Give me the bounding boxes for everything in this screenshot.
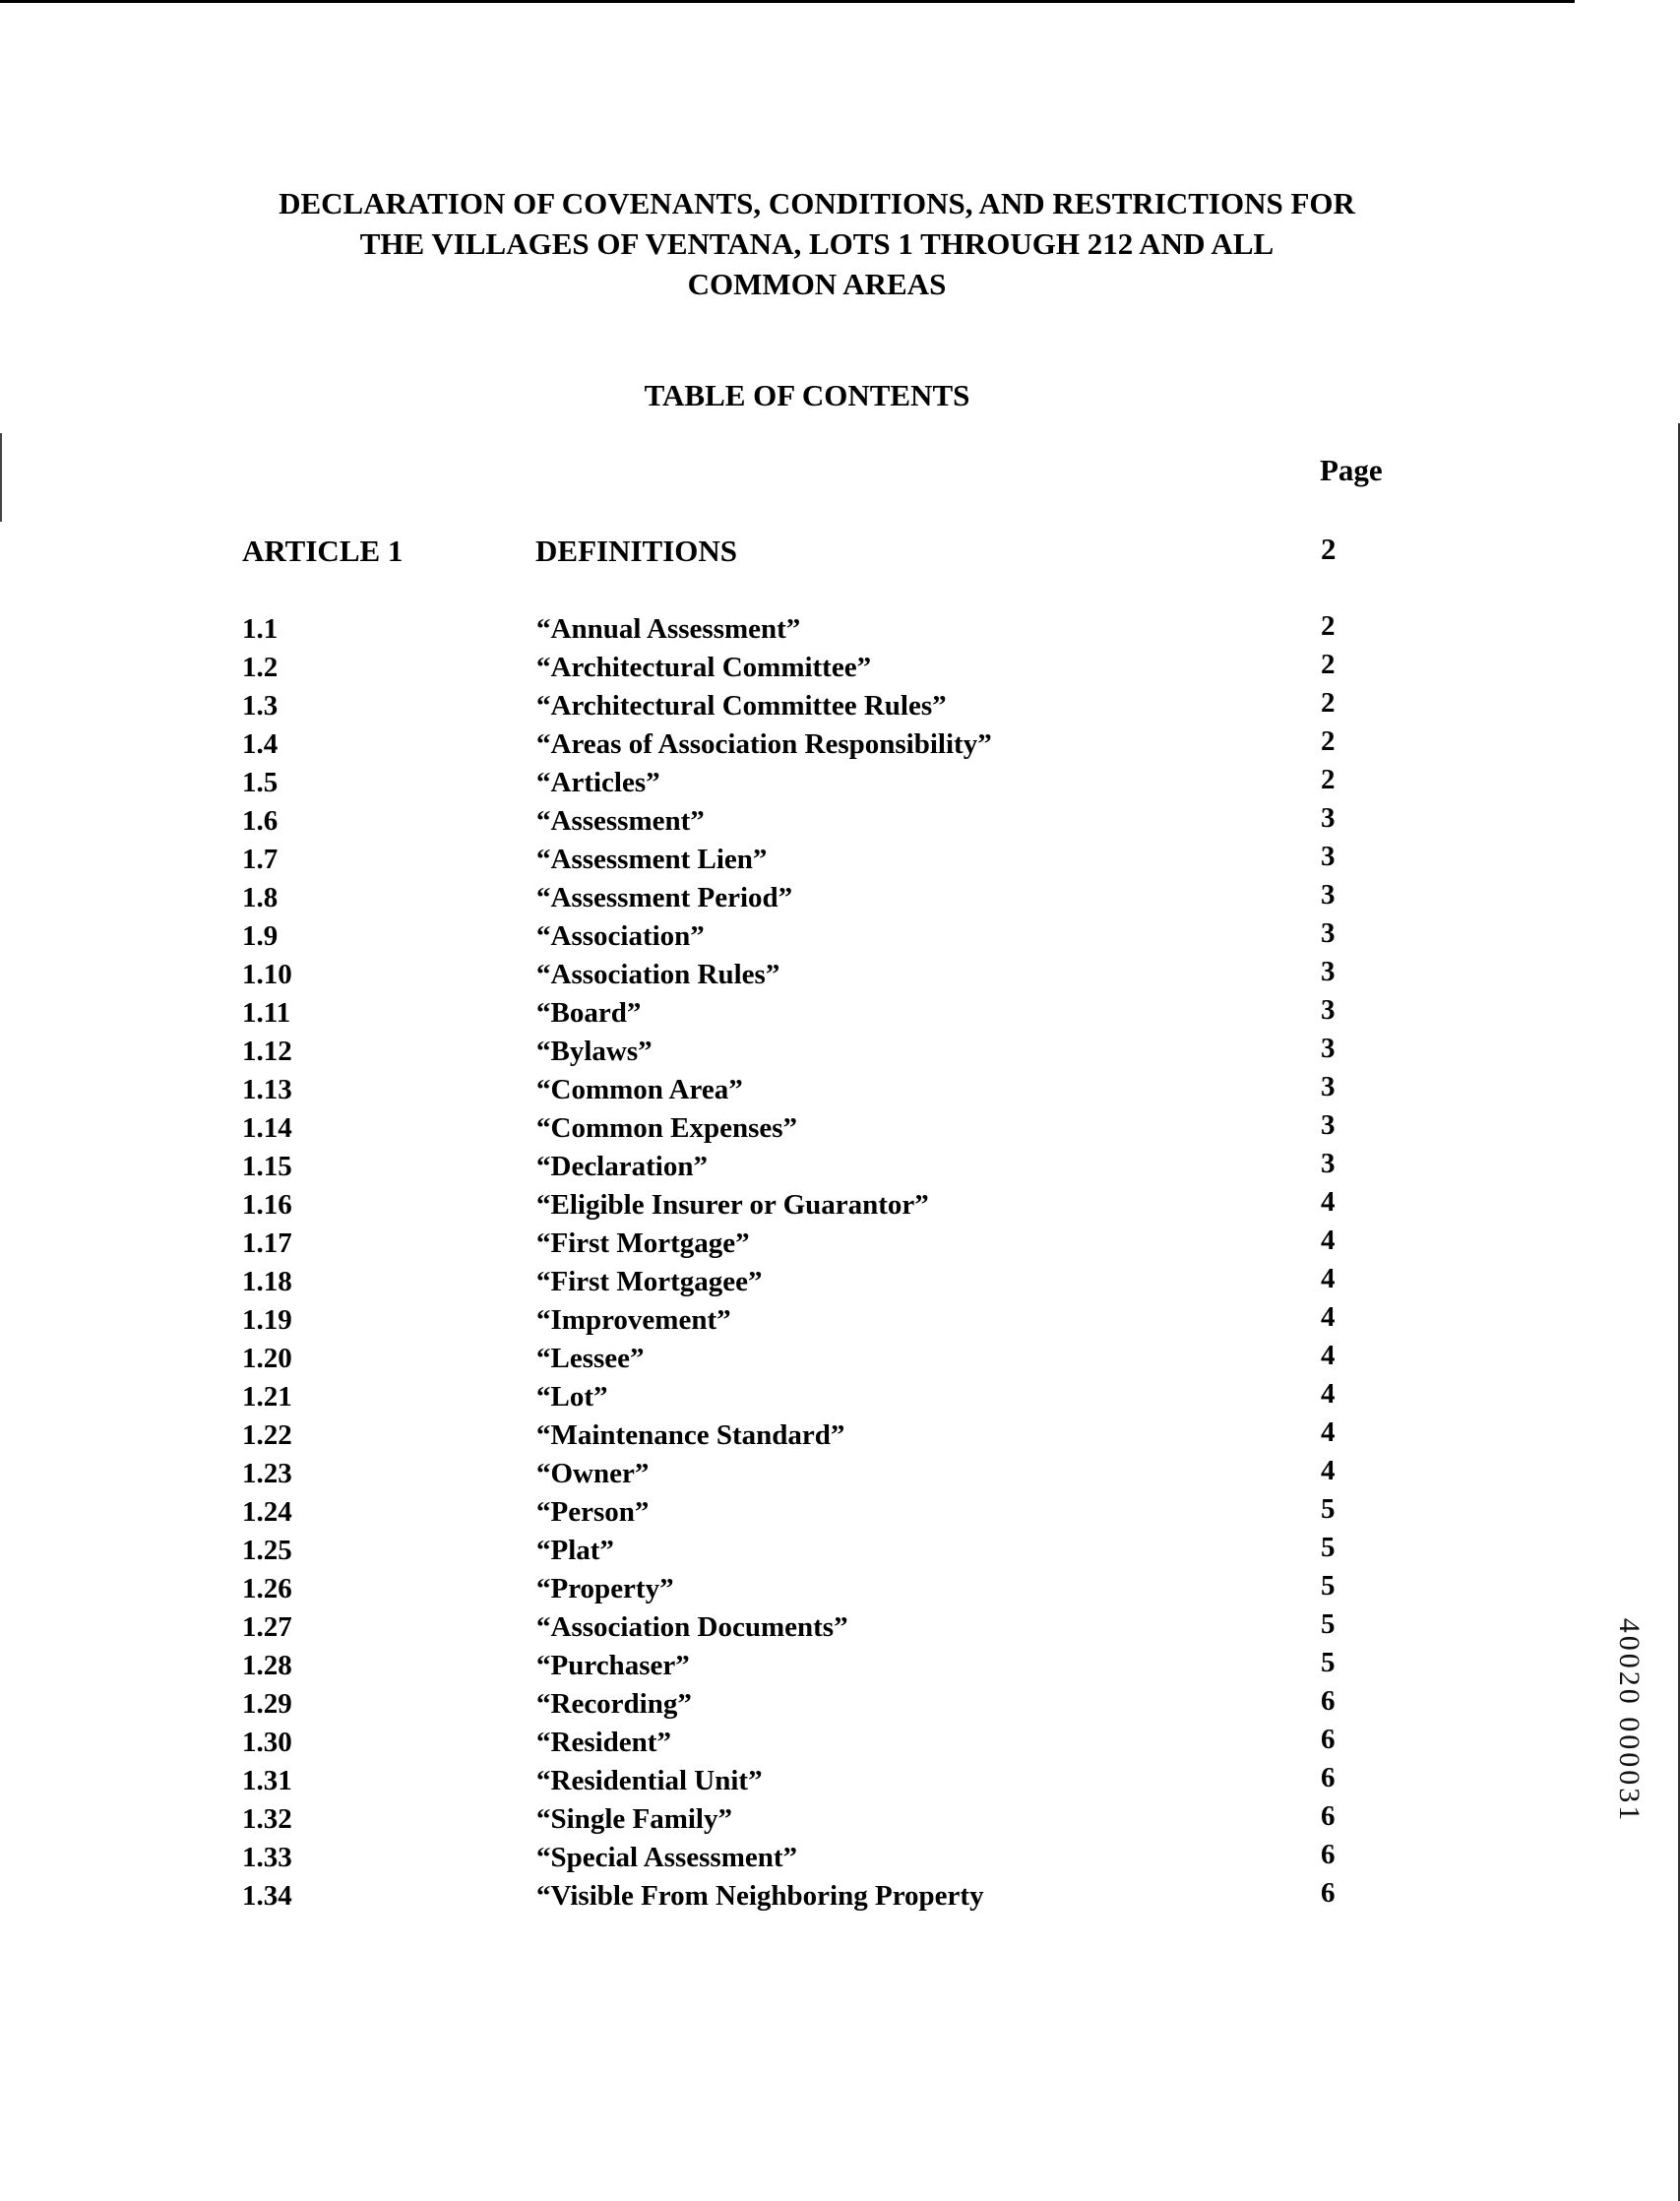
toc-entry <box>242 1109 1384 1148</box>
entry-term: “Common Area” <box>536 1074 743 1105</box>
entry-number: 1.19 <box>242 1304 292 1336</box>
entry-page: 3 <box>1321 956 1336 987</box>
entry-page: 2 <box>1321 649 1336 680</box>
toc-entry <box>242 1877 1384 1916</box>
entry-page: 3 <box>1321 994 1336 1026</box>
toc-entry <box>242 841 1384 879</box>
entry-term: “Lessee” <box>536 1343 645 1374</box>
entry-term: “Board” <box>536 997 642 1029</box>
toc-entry <box>242 1071 1384 1109</box>
entry-page: 4 <box>1321 1186 1336 1218</box>
entry-number: 1.17 <box>242 1227 292 1259</box>
toc-entry <box>242 1647 1384 1685</box>
entry-term: “Purchaser” <box>536 1650 690 1681</box>
toc-entry <box>242 610 1384 649</box>
entry-page: 4 <box>1321 1378 1336 1410</box>
entry-page: 2 <box>1321 610 1336 642</box>
toc-entry <box>242 1225 1384 1263</box>
entry-page: 3 <box>1321 841 1336 872</box>
entry-page: 6 <box>1321 1685 1336 1717</box>
entry-page: 3 <box>1321 879 1336 911</box>
entry-number: 1.28 <box>242 1650 292 1681</box>
toc-entry <box>242 1724 1384 1762</box>
entry-term: “Association Documents” <box>536 1611 848 1643</box>
entry-term: “Eligible Insurer or Guarantor” <box>536 1189 929 1221</box>
toc-entry <box>242 956 1384 994</box>
entry-page: 6 <box>1321 1724 1336 1755</box>
toc-entry <box>242 725 1384 764</box>
toc-entries-list <box>242 610 1384 1916</box>
entry-term: “Property” <box>536 1573 674 1604</box>
entry-term: “Common Expenses” <box>536 1112 798 1144</box>
entry-page: 6 <box>1321 1762 1336 1793</box>
entry-number: 1.26 <box>242 1573 292 1604</box>
entry-page: 5 <box>1321 1608 1336 1640</box>
entry-number: 1.15 <box>242 1151 292 1182</box>
toc-entry <box>242 1532 1384 1570</box>
entry-term: “Architectural Committee” <box>536 652 872 683</box>
entry-number: 1.12 <box>242 1036 292 1067</box>
entry-page: 3 <box>1321 802 1336 834</box>
entry-page: 6 <box>1321 1839 1336 1870</box>
entry-number: 1.18 <box>242 1266 292 1297</box>
entry-page: 2 <box>1321 764 1336 795</box>
entry-term: “Owner” <box>536 1458 650 1489</box>
entry-term: “Bylaws” <box>536 1036 653 1067</box>
article-row <box>242 534 1384 573</box>
toc-entry <box>242 1839 1384 1877</box>
side-stamp-text: 40020 000031 <box>1613 1617 1646 1824</box>
entry-page: 6 <box>1321 1800 1336 1832</box>
entry-number: 1.4 <box>242 728 279 760</box>
entry-page: 3 <box>1321 1109 1336 1141</box>
toc-entry <box>242 764 1384 802</box>
toc-entry <box>242 649 1384 687</box>
entry-page: 5 <box>1321 1532 1336 1563</box>
article-page: 2 <box>1321 532 1337 566</box>
entry-term: “Resident” <box>536 1727 671 1758</box>
toc-entry <box>242 994 1384 1033</box>
entry-number: 1.11 <box>242 997 291 1029</box>
title-line-3: COMMON AREAS <box>687 267 947 301</box>
toc-entry <box>242 1148 1384 1186</box>
toc-entry <box>242 1301 1384 1340</box>
toc-entry <box>242 1378 1384 1416</box>
toc-entry <box>242 1608 1384 1647</box>
document-title <box>177 183 1457 304</box>
entry-number: 1.10 <box>242 959 292 990</box>
entry-term: “Assessment” <box>536 805 705 837</box>
toc-entry <box>242 1186 1384 1225</box>
toc-entry <box>242 1455 1384 1493</box>
entry-number: 1.8 <box>242 882 279 913</box>
entry-number: 1.29 <box>242 1688 292 1720</box>
entry-page: 3 <box>1321 1071 1336 1102</box>
toc-entry <box>242 879 1384 917</box>
entry-number: 1.2 <box>242 652 279 683</box>
entry-number: 1.31 <box>242 1765 292 1796</box>
title-line-2: THE VILLAGES OF VENTANA, LOTS 1 THROUGH 212 AND ALL <box>359 226 1275 261</box>
entry-term: “Improvement” <box>536 1304 731 1336</box>
entry-page: 5 <box>1321 1493 1336 1525</box>
toc-entry <box>242 687 1384 725</box>
toc-entry <box>242 1570 1384 1608</box>
entry-term: “Declaration” <box>536 1151 708 1182</box>
entry-number: 1.5 <box>242 767 279 798</box>
toc-entry <box>242 1263 1384 1301</box>
title-line-1: DECLARATION OF COVENANTS, CONDITIONS, AND RESTRICTIONS FOR <box>279 186 1355 220</box>
entry-page: 5 <box>1321 1570 1336 1602</box>
side-stamp <box>1594 1583 1663 1858</box>
entry-number: 1.1 <box>242 613 279 645</box>
entry-page: 2 <box>1321 725 1336 757</box>
entry-page: 4 <box>1321 1455 1336 1486</box>
entry-page: 3 <box>1321 917 1336 949</box>
entry-number: 1.34 <box>242 1880 292 1912</box>
entry-page: 3 <box>1321 1148 1336 1179</box>
entry-term: “Annual Assessment” <box>536 613 801 645</box>
scan-edge-top <box>0 0 1575 3</box>
entry-term: “Person” <box>536 1496 650 1528</box>
entry-term: “First Mortgage” <box>536 1227 750 1259</box>
toc-entry <box>242 1685 1384 1724</box>
entry-number: 1.21 <box>242 1381 292 1413</box>
toc-entry <box>242 1340 1384 1378</box>
entry-number: 1.32 <box>242 1803 292 1835</box>
entry-term: “Special Assessment” <box>536 1842 798 1873</box>
entry-term: “Association” <box>536 920 705 952</box>
entry-page: 2 <box>1321 687 1336 719</box>
entry-number: 1.22 <box>242 1419 292 1451</box>
entry-number: 1.6 <box>242 805 279 837</box>
entry-number: 1.23 <box>242 1458 292 1489</box>
scan-edge-left <box>0 433 2 522</box>
entry-term: “Architectural Committee Rules” <box>536 690 947 722</box>
entry-term: “Plat” <box>536 1535 614 1566</box>
entry-term: “Maintenance Standard” <box>536 1419 845 1451</box>
entry-page: 6 <box>1321 1877 1336 1909</box>
entry-term: “Assessment Period” <box>536 882 793 913</box>
entry-number: 1.16 <box>242 1189 292 1221</box>
article-title: DEFINITIONS <box>535 534 737 568</box>
entry-term: “Articles” <box>536 767 660 798</box>
entry-term: “Single Family” <box>536 1803 732 1835</box>
article-number: ARTICLE 1 <box>242 534 404 568</box>
entry-term: “First Mortgagee” <box>536 1266 763 1297</box>
toc-entry <box>242 802 1384 841</box>
entry-number: 1.33 <box>242 1842 292 1873</box>
toc-entry <box>242 1033 1384 1071</box>
entry-page: 4 <box>1321 1225 1336 1256</box>
toc-entry <box>242 1800 1384 1839</box>
entry-term: “Recording” <box>536 1688 692 1720</box>
entry-number: 1.27 <box>242 1611 292 1643</box>
entry-page: 4 <box>1321 1340 1336 1371</box>
entry-number: 1.13 <box>242 1074 292 1105</box>
entry-page: 4 <box>1321 1263 1336 1294</box>
entry-term: “Association Rules” <box>536 959 780 990</box>
entry-page: 4 <box>1321 1416 1336 1448</box>
entry-term: “Assessment Lien” <box>536 844 768 875</box>
toc-entry <box>242 917 1384 956</box>
toc-entry <box>242 1493 1384 1532</box>
entry-number: 1.24 <box>242 1496 292 1528</box>
entry-number: 1.30 <box>242 1727 292 1758</box>
entry-number: 1.9 <box>242 920 279 952</box>
entry-page: 3 <box>1321 1033 1336 1064</box>
entry-number: 1.14 <box>242 1112 292 1144</box>
entry-number: 1.25 <box>242 1535 292 1566</box>
page-column-header: Page <box>1320 453 1383 487</box>
toc-entry <box>242 1416 1384 1455</box>
entry-number: 1.7 <box>242 844 279 875</box>
entry-term: “Areas of Association Responsibility” <box>536 728 992 760</box>
entry-term: “Residential Unit” <box>536 1765 763 1796</box>
toc-entry <box>242 1762 1384 1800</box>
toc-heading: TABLE OF CONTENTS <box>644 378 970 412</box>
entry-page: 4 <box>1321 1301 1336 1333</box>
entry-number: 1.20 <box>242 1343 292 1374</box>
entry-term: “Visible From Neighboring Property <box>536 1880 984 1912</box>
entry-number: 1.3 <box>242 690 279 722</box>
entry-page: 5 <box>1321 1647 1336 1678</box>
entry-term: “Lot” <box>536 1381 608 1413</box>
